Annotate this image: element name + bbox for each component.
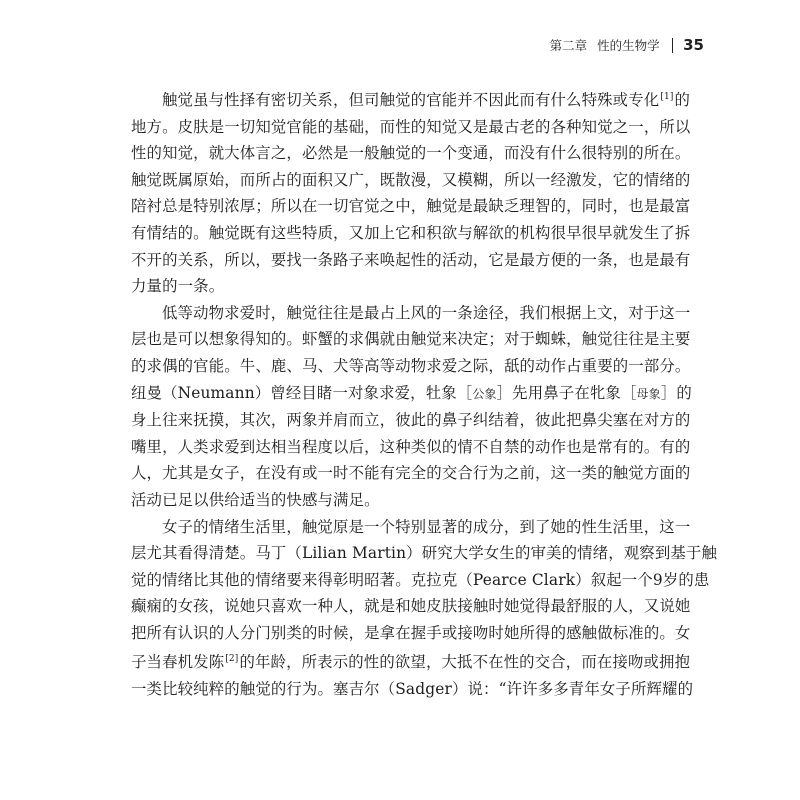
- text-line: 子当春机发陈[2]的年龄，所表示的性的欲望，大抵不在性的交合，而在接吻或拥抱: [131, 653, 691, 672]
- body-text: [131, 84, 717, 703]
- page-number: 35: [683, 36, 704, 54]
- text-line: 嘴里，人类求爱到达相当程度以后，这种类似的情不自禁的动作也是常有的。有的: [131, 437, 691, 456]
- inline-gloss: 公象: [472, 386, 497, 401]
- text-line: 层也是可以想象得知的。虾蟹的求偶就由触觉来决定；对于蜘蛛，触觉往往是主要: [131, 330, 691, 349]
- text-line: 纽曼（Neumann）曾经目睹一对象求爱，牡象［公象］先用鼻子在牝象［母象］的: [131, 383, 692, 402]
- text-line: 陪衬总是特别浓厚；所以在一切官觉之中，触觉是最缺乏理智的，同时，也是最富: [131, 197, 691, 216]
- chapter-title: 性的生物学: [597, 38, 660, 53]
- text-line: 女子的情绪生活里，触觉原是一个特别显著的成分，到了她的性生活里，这一: [162, 517, 691, 536]
- text-line: 不开的关系，所以，要找一条路子来唤起性的活动，它是最方便的一条，也是最有: [131, 250, 691, 269]
- text-line: 力量的一条。: [131, 277, 225, 296]
- paragraph: [131, 84, 691, 300]
- text-line: 癫痫的女孩，说她只喜欢一种人，就是和她皮肤接触时她觉得最舒服的人，又说她: [131, 597, 691, 616]
- text-line: 触觉虽与性择有密切关系，但司触觉的官能并不因此而有什么特殊或专化[1]的: [162, 91, 691, 109]
- text-line: 身上往来抚摸，其次，两象并肩而立，彼此的鼻子纠结着，彼此把鼻尖塞在对方的: [131, 411, 691, 430]
- text-line: 活动已足以供给适当的快感与满足。: [131, 490, 380, 509]
- text-line: 人，尤其是女子，在没有或一时不能有完全的交合行为之前，这一类的触觉方面的: [131, 464, 691, 483]
- paragraph: [131, 300, 692, 514]
- text-line: 把所有认识的人分门别类的时候，是拿在握手或接吻时她所得的感触做标准的。女: [131, 623, 691, 642]
- text-line: 觉的情绪比其他的情绪要来得彰明昭著。克拉克（Pearce Clark）叙起一个9岁的患: [131, 570, 710, 589]
- running-head: [550, 36, 704, 54]
- text-line: 有情结的。触觉既有这些特质，又加上它和积欲与解欲的机构很早很早就发生了拆: [131, 223, 691, 242]
- footnote-ref[interactable]: [2]: [225, 654, 239, 665]
- header-divider: [672, 38, 674, 53]
- text-line: 一类比较纯粹的触觉的行为。塞吉尔（Sadger）说：“许许多多青年女子所辉耀的: [131, 680, 694, 699]
- text-line: 地方。皮肤是一切知觉官能的基础，而性的知觉又是最古老的各种知觉之一，所以: [131, 117, 691, 136]
- footnote-ref[interactable]: [1]: [660, 92, 674, 102]
- text-line: 触觉既属原始，而所占的面积又广，既散漫，又模糊，所以一经激发，它的情绪的: [131, 170, 691, 189]
- chapter-number: 第二章: [549, 38, 588, 53]
- text-line: 的求偶的官能。牛、鹿、马、犬等高等动物求爱之际，舐的动作占重要的一部分。: [131, 356, 691, 375]
- text-line: 低等动物求爱时，触觉往往是最占上风的一条途径，我们根据上文，对于这一: [162, 303, 691, 322]
- text-line: 层尤其看得清楚。马丁（Lilian Martin）研究大学女生的审美的情绪，观察到基于触: [131, 544, 717, 563]
- inline-gloss: 母象: [636, 386, 661, 401]
- paragraph: [131, 514, 717, 703]
- text-line: 性的知觉，就大体言之，必然是一般触觉的一个变通，而没有什么很特别的所在。: [131, 144, 691, 163]
